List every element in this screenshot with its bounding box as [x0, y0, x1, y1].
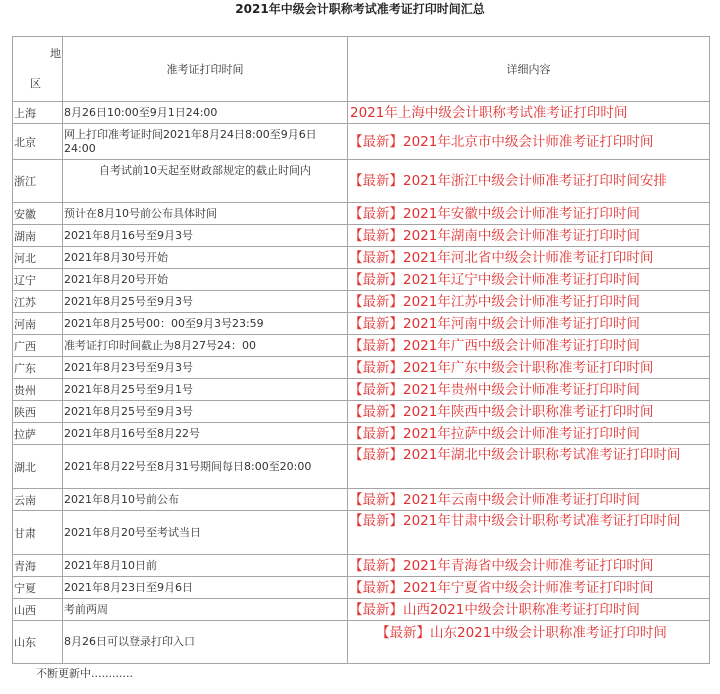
- region-cell: 拉萨: [13, 423, 63, 445]
- detail-cell: [348, 269, 710, 291]
- table-row: [13, 124, 710, 160]
- detail-link[interactable]: 【最新】2021年宁夏省中级会计师准考证打印时间: [349, 579, 654, 596]
- detail-link[interactable]: 【最新】2021年浙江中级会计师准考证打印时间安排: [349, 173, 667, 189]
- print-time-cell: 2021年8月20号至考试当日: [63, 511, 348, 555]
- table-row: [13, 313, 710, 335]
- table-row: [13, 423, 710, 445]
- detail-cell: [348, 401, 710, 423]
- detail-cell: [348, 203, 710, 225]
- detail-cell: [348, 124, 710, 160]
- detail-cell: [348, 621, 710, 664]
- print-time-cell: 预计在8月10号前公布具体时间: [63, 203, 348, 225]
- print-time-cell: 2021年8月10号前公布: [63, 489, 348, 511]
- print-time-cell: 准考证打印时间截止为8月27号24：00: [63, 335, 348, 357]
- detail-link[interactable]: 【最新】2021年江苏中级会计师准考证打印时间: [349, 293, 640, 310]
- print-time-cell: 2021年8月16号至8月22号: [63, 423, 348, 445]
- detail-link[interactable]: 【最新】山东2021中级会计职称准考证打印时间: [376, 625, 667, 641]
- table-header-row: [13, 37, 710, 102]
- print-time-cell: 网上打印准考证时间2021年8月24日8:00至9月6日24:00: [63, 124, 348, 160]
- region-cell: 贵州: [13, 379, 63, 401]
- table-row: [13, 269, 710, 291]
- detail-link[interactable]: 【最新】2021年湖南中级会计师准考证打印时间: [349, 227, 640, 244]
- detail-cell: [348, 599, 710, 621]
- table-row: [13, 489, 710, 511]
- detail-cell: [348, 445, 710, 489]
- print-time-cell: 2021年8月16号至9月3号: [63, 225, 348, 247]
- region-cell: 辽宁: [13, 269, 63, 291]
- column-header-print-time: 准考证打印时间: [63, 37, 348, 102]
- detail-cell: [348, 577, 710, 599]
- region-cell: 安徽: [13, 203, 63, 225]
- detail-cell: [348, 511, 710, 555]
- print-time-cell: 2021年8月23日至9月6日: [63, 577, 348, 599]
- table-row: [13, 335, 710, 357]
- region-cell: 广东: [13, 357, 63, 379]
- detail-link[interactable]: 【最新】2021年陕西中级会计职称准考证打印时间: [349, 403, 654, 420]
- table-row: [13, 621, 710, 664]
- region-cell: 甘肃: [13, 511, 63, 555]
- detail-cell: [348, 291, 710, 313]
- print-time-cell: 2021年8月10日前: [63, 555, 348, 577]
- print-time-cell: 2021年8月20号开始: [63, 269, 348, 291]
- column-header-region: [13, 37, 63, 102]
- region-cell: 浙江: [13, 160, 63, 203]
- page-title: 2021年中级会计职称考试准考证打印时间汇总: [235, 2, 485, 16]
- detail-cell: [348, 489, 710, 511]
- print-time-cell: 8月26日10:00至9月1日24:00: [63, 102, 348, 124]
- update-notice: 不断更新中............: [36, 667, 133, 680]
- print-time-cell: 2021年8月22号至8月31号期间每日8:00至20:00: [63, 445, 348, 489]
- detail-link[interactable]: 【最新】2021年湖北中级会计职称考试准考证打印时间: [349, 447, 681, 463]
- table-row: [13, 291, 710, 313]
- region-header-char-2: 区: [30, 77, 41, 90]
- region-cell: 山东: [13, 621, 63, 664]
- table-row: [13, 511, 710, 555]
- table-row: [13, 357, 710, 379]
- table-row: [13, 102, 710, 124]
- table-row: [13, 379, 710, 401]
- print-time-cell: 2021年8月30号开始: [63, 247, 348, 269]
- table-row: [13, 401, 710, 423]
- detail-link[interactable]: 【最新】2021年青海省中级会计师准考证打印时间: [349, 557, 654, 574]
- region-cell: 湖北: [13, 445, 63, 489]
- print-time-cell: 2021年8月25号至9月3号: [63, 401, 348, 423]
- table-row: [13, 599, 710, 621]
- detail-cell: [348, 357, 710, 379]
- region-cell: 河北: [13, 247, 63, 269]
- print-time-cell: 2021年8月25号00：00至9月3号23:59: [63, 313, 348, 335]
- table-row: [13, 247, 710, 269]
- detail-link[interactable]: 【最新】2021年贵州中级会计师准考证打印时间: [349, 381, 640, 398]
- detail-link[interactable]: 【最新】2021年安徽中级会计师准考证打印时间: [349, 205, 640, 222]
- table-row: [13, 160, 710, 203]
- detail-cell: [348, 102, 710, 124]
- region-cell: 湖南: [13, 225, 63, 247]
- print-time-cell: 2021年8月23号至9月3号: [63, 357, 348, 379]
- region-cell: 宁夏: [13, 577, 63, 599]
- detail-link[interactable]: 【最新】2021年河北省中级会计师准考证打印时间: [349, 249, 654, 266]
- table-row: [13, 445, 710, 489]
- detail-link[interactable]: 【最新】2021年北京市中级会计师准考证打印时间: [349, 133, 654, 150]
- table-row: [13, 577, 710, 599]
- region-cell: 江苏: [13, 291, 63, 313]
- table-row: [13, 203, 710, 225]
- detail-cell: [348, 379, 710, 401]
- detail-link[interactable]: 【最新】山西2021中级会计职称准考证打印时间: [349, 601, 640, 618]
- table-row: [13, 225, 710, 247]
- detail-cell: [348, 423, 710, 445]
- region-cell: 上海: [13, 102, 63, 124]
- detail-cell: [348, 160, 710, 203]
- detail-link[interactable]: 【最新】2021年辽宁中级会计师准考证打印时间: [349, 271, 640, 288]
- detail-cell: [348, 335, 710, 357]
- print-time-cell: 自考试前10天起至财政部规定的截止时间内: [63, 160, 348, 203]
- schedule-table: [12, 36, 710, 664]
- region-cell: 云南: [13, 489, 63, 511]
- detail-cell: [348, 555, 710, 577]
- region-cell: 陕西: [13, 401, 63, 423]
- detail-link[interactable]: 【最新】2021年河南中级会计师准考证打印时间: [349, 315, 640, 332]
- region-header-char-1: 地: [50, 47, 61, 60]
- detail-cell: [348, 247, 710, 269]
- detail-cell: [348, 225, 710, 247]
- table-row: [13, 555, 710, 577]
- detail-link[interactable]: 【最新】2021年广东中级会计职称准考证打印时间: [349, 359, 654, 376]
- region-cell: 河南: [13, 313, 63, 335]
- print-time-cell: 考前两周: [63, 599, 348, 621]
- print-time-cell: 8月26日可以登录打印入口: [63, 621, 348, 664]
- detail-link[interactable]: 【最新】2021年广西中级会计师准考证打印时间: [349, 337, 640, 354]
- region-cell: 青海: [13, 555, 63, 577]
- print-time-cell: 2021年8月25号至9月1号: [63, 379, 348, 401]
- detail-link[interactable]: 【最新】2021年拉萨中级会计师准考证打印时间: [349, 425, 640, 442]
- region-cell: 山西: [13, 599, 63, 621]
- detail-link[interactable]: 【最新】2021年甘肃中级会计职称考试准考证打印时间: [349, 513, 681, 529]
- detail-cell: [348, 313, 710, 335]
- region-cell: 北京: [13, 124, 63, 160]
- region-cell: 广西: [13, 335, 63, 357]
- column-header-detail: 详细内容: [348, 37, 710, 102]
- detail-link[interactable]: 【最新】2021年云南中级会计师准考证打印时间: [349, 491, 640, 508]
- print-time-cell: 2021年8月25号至9月3号: [63, 291, 348, 313]
- detail-link[interactable]: 2021年上海中级会计职称考试准考证打印时间: [350, 104, 628, 121]
